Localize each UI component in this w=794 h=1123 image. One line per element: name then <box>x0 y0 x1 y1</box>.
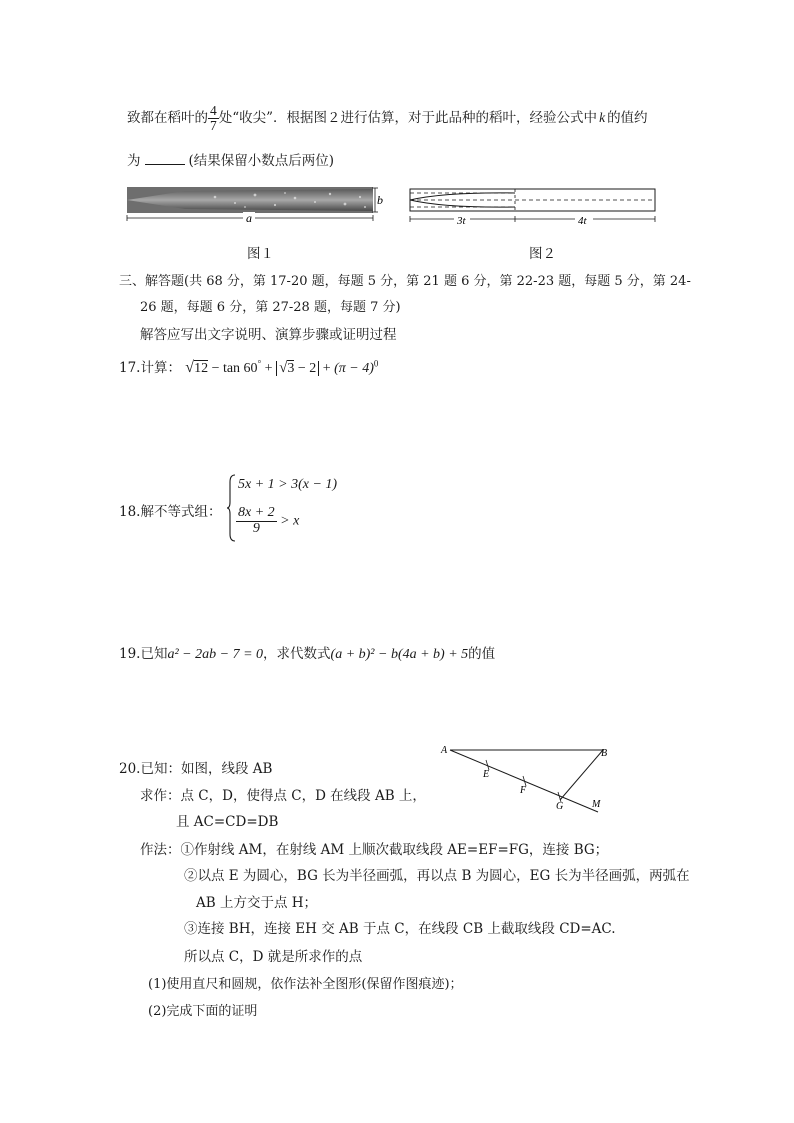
system-brace <box>226 474 236 542</box>
q18-fraction: $\frac{8x + 2}{9}$ <box>238 505 275 536</box>
q18-inequality-1: 5x + 1 > 3(x − 1) <box>238 477 338 492</box>
q20-sub-1: (1)使用直尺和圆规，依作法补全图形(保留作图痕迹)； <box>148 977 463 992</box>
point-F: F <box>520 785 527 796</box>
q20-method-2b: AB 上方交于点 H； <box>196 895 318 911</box>
section-3-heading-line-1: 三、解答题(共 68 分，第 17-20 题，每题 5 分，第 21 题 6 分，第 22-23 题，每题 5 分，第 24- <box>119 274 691 289</box>
figure-1-label-a: a <box>246 211 252 225</box>
q20-method-2a: ②以点 E 为圆心，BG 长为半径画弧，再以点 B 为圆心，EG 长为半径画弧，两弧在 <box>184 868 690 884</box>
abs-value: √3 − 2 <box>276 361 319 376</box>
figure-1-rice-leaf <box>125 185 385 227</box>
point-A: A <box>441 745 448 756</box>
question-17: 17.计算： $√12 - \tan 60^\circ + √3 - 2 + (\pi - 4)^0$ <box>119 358 379 376</box>
figure-1-caption: 图１ <box>247 246 274 262</box>
point-G: G <box>556 801 564 812</box>
figure-2-schematic <box>405 185 660 230</box>
question-18-label: 18.解不等式组： <box>119 504 222 520</box>
fraction-4-7: $\frac{4}{7}$ <box>210 103 217 134</box>
section-3-heading-line-2: 26 题，每题 6 分，第 27-28 题，每题 7 分) <box>140 300 401 315</box>
q20-sub-2: (2)完成下面的证明 <box>148 1004 258 1019</box>
q17-expression: $√12 - \tan 60^\circ + √3 - 2 + (\pi - 4)^0$ <box>185 358 379 376</box>
figure-2-caption: 图２ <box>529 246 556 262</box>
q20-method-1: 作法：①作射线 AM，在射线 AM 上顺次截取线段 AE=EF=FG，连接 BG； <box>140 842 609 858</box>
q20-line-3: 且 AC=CD=DB <box>176 814 279 830</box>
question-19: 19.已知a² − 2ab − 7 = 0，求代数式(a + b)² − b(4a + b) + 5的值 <box>119 646 496 662</box>
section-3-instruction: 解答应写出文字说明、演算步骤或证明过程 <box>140 327 397 343</box>
point-M: M <box>592 799 601 810</box>
q20-diagram <box>438 740 618 820</box>
intro-line-2: 为 (结果保留小数点后两位) <box>127 153 335 169</box>
intro-line-1: 致都在稻叶的 $\frac{4}{7}$ 处“收尖”．根据图２进行估算，对于此品种的稻叶，经验公式中 k 的值约 <box>127 103 648 134</box>
figure-1-label-b: b <box>377 193 383 207</box>
answer-blank[interactable] <box>145 151 185 165</box>
figure-2-label-4t: 4t <box>578 215 587 227</box>
q20-line-1: 20.已知：如图，线段 AB <box>119 761 273 777</box>
q20-conclusion: 所以点 C，D 就是所求作的点 <box>184 949 363 965</box>
q20-method-3: ③连接 BH，连接 EH 交 AB 于点 C，在线段 CB 上截取线段 CD=AC. <box>184 921 616 937</box>
point-B: B <box>601 748 608 759</box>
q20-line-2: 求作：点 C，D，使得点 C，D 在线段 AB 上， <box>140 788 426 804</box>
figure-2-label-3t: 3t <box>457 215 466 227</box>
sqrt-sign: √ <box>185 359 195 376</box>
q18-inequality-2: $\frac{8x + 2}{9}$ > x <box>238 505 300 536</box>
point-E: E <box>483 769 490 780</box>
